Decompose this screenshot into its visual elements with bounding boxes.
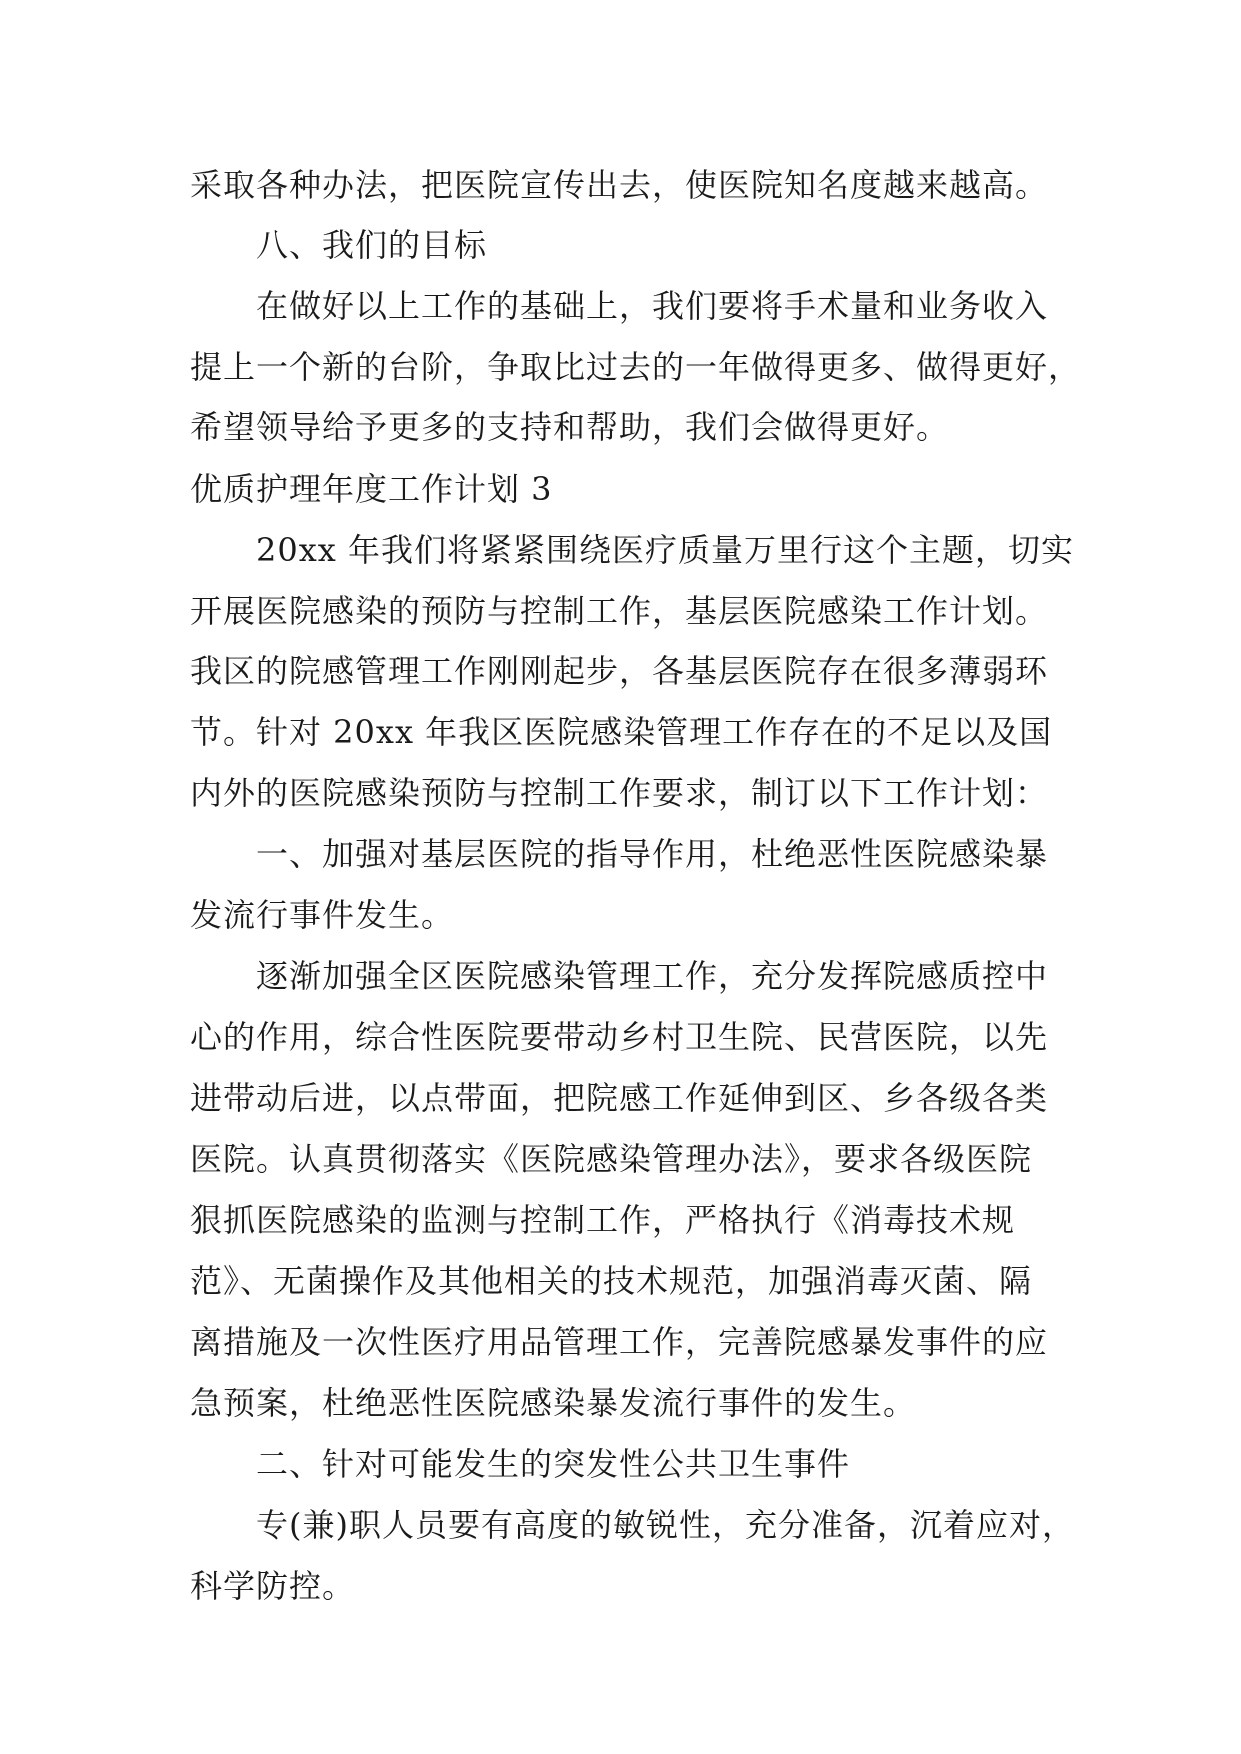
section-heading: 二、针对可能发生的突发性公共卫生事件: [256, 1445, 851, 1483]
text-line: 专(兼)职人员要有高度的敏锐性，充分准备，沉着应对，: [256, 1506, 1075, 1544]
text-line: 节。针对 20xx 年我区医院感染管理工作存在的不足以及国: [190, 713, 1053, 751]
text-line: 逐渐加强全区医院感染管理工作，充分发挥院感质控中: [256, 957, 1049, 995]
text-line: 离措施及一次性医疗用品管理工作，完善院感暴发事件的应: [190, 1323, 1049, 1361]
text-line: 范》、无菌操作及其他相关的技术规范，加强消毒灭菌、隔: [190, 1262, 1033, 1300]
text-line: 20xx 年我们将紧紧围绕医疗质量万里行这个主题，切实: [256, 531, 1074, 569]
text-line: 开展医院感染的预防与控制工作，基层医院感染工作计划。: [190, 592, 1049, 630]
text-line: 内外的医院感染预防与控制工作要求，制订以下工作计划：: [190, 774, 1049, 812]
text-line: 心的作用，综合性医院要带动乡村卫生院、民营医院，以先: [190, 1018, 1049, 1056]
text-line: 我区的院感管理工作刚刚起步，各基层医院存在很多薄弱环: [190, 652, 1049, 690]
text-line: 采取各种办法，把医院宣传出去，使医院知名度越来越高。: [190, 166, 1049, 204]
text-line: 发流行事件发生。: [190, 896, 455, 934]
text-line: 医院。认真贯彻落实《医院感染管理办法》，要求各级医院: [190, 1140, 1033, 1178]
text-line: 进带动后进，以点带面，把院感工作延伸到区、乡各级各类: [190, 1079, 1049, 1117]
section-heading: 八、我们的目标: [256, 226, 488, 264]
section-heading: 一、加强对基层医院的指导作用，杜绝恶性医院感染暴: [256, 835, 1049, 873]
text-line: 狠抓医院感染的监测与控制工作，严格执行《消毒技术规: [190, 1201, 1016, 1239]
text-line: 科学防控。: [190, 1567, 356, 1605]
text-line: 在做好以上工作的基础上，我们要将手术量和业务收入: [256, 287, 1049, 325]
text-line: 希望领导给予更多的支持和帮助，我们会做得更好。: [190, 408, 950, 446]
text-line: 提上一个新的台阶，争取比过去的一年做得更多、做得更好，: [190, 348, 1082, 386]
text-line: 急预案，杜绝恶性医院感染暴发流行事件的发生。: [190, 1384, 917, 1422]
document-title: 优质护理年度工作计划 3: [190, 470, 553, 508]
